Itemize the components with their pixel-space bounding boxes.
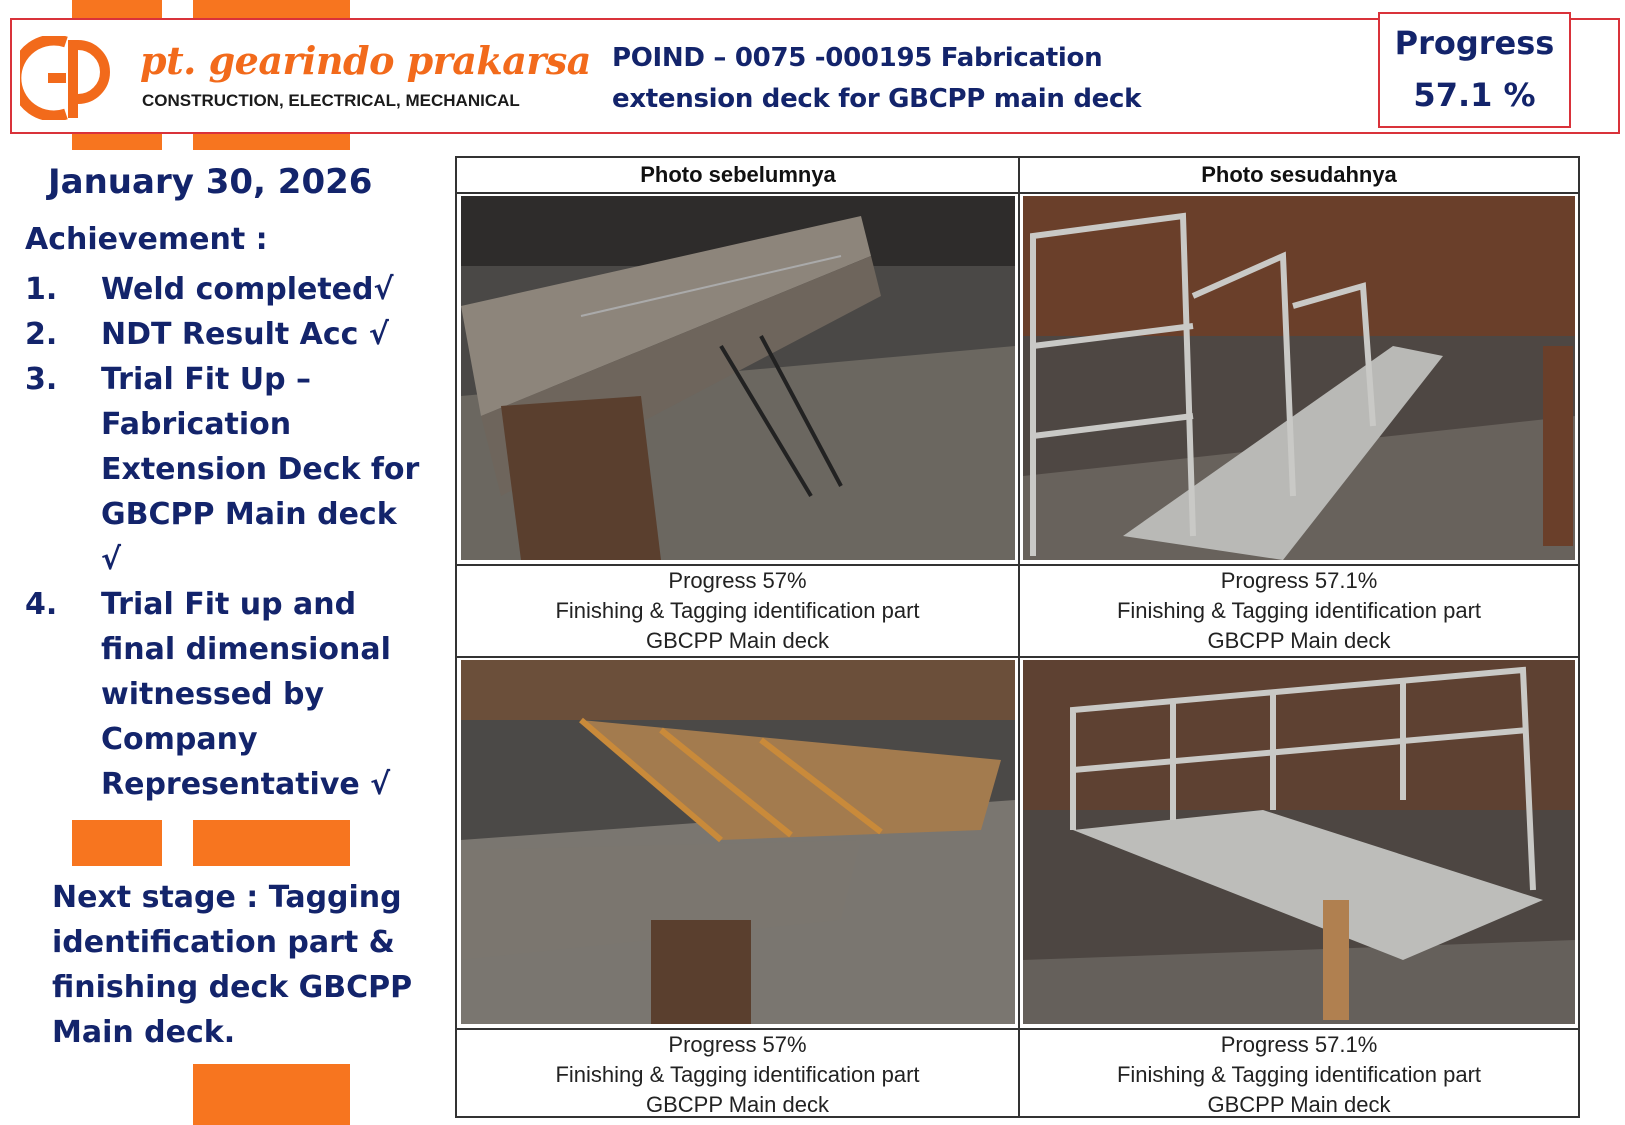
photo-table — [455, 156, 1580, 1118]
progress-label: Progress — [1394, 24, 1555, 62]
list-item — [25, 267, 425, 312]
caption-line: Finishing & Tagging identification part — [555, 1062, 920, 1087]
list-number: 2. — [25, 317, 58, 352]
caption-line: Finishing & Tagging identification part — [555, 598, 920, 623]
caption-line: Progress 57% — [668, 1032, 807, 1057]
photo-before-1 — [461, 196, 1015, 560]
caption-line: GBCPP Main deck — [1207, 1092, 1391, 1117]
project-title — [612, 38, 1312, 120]
list-item — [25, 312, 425, 357]
decor-bar — [193, 1064, 350, 1125]
list-number: 1. — [25, 272, 58, 307]
achievement-list — [25, 267, 425, 807]
photo-after-1 — [1023, 196, 1575, 560]
caption-line: GBCPP Main deck — [645, 628, 829, 653]
list-number: 4. — [25, 587, 58, 622]
company-logo-icon — [20, 36, 116, 120]
achievement-title: Achievement : — [25, 222, 268, 257]
list-text: NDT Result Acc √ — [101, 317, 389, 352]
decor-bar — [193, 820, 350, 866]
next-stage: Next stage : Tagging identification part & finishing deck GBCPP Main deck. — [52, 880, 413, 1050]
divider — [457, 192, 1578, 194]
photo-after-2 — [1023, 660, 1575, 1024]
list-text: Trial Fit Up – Fabrication Extension Deck for GBCPP Main deck √ — [101, 362, 420, 577]
caption-before-2 — [457, 1030, 1018, 1120]
caption-line: Finishing & Tagging identification part — [1116, 1062, 1482, 1087]
report-date: January 30, 2026 — [48, 162, 373, 202]
column-header-after: Photo sesudahnya — [1201, 162, 1397, 187]
caption-line: Finishing & Tagging identification part — [1116, 598, 1482, 623]
photo-before-2 — [461, 660, 1015, 1024]
caption-after-2 — [1020, 1030, 1578, 1120]
list-text: Weld completed√ — [101, 272, 394, 307]
caption-line: GBCPP Main deck — [645, 1092, 829, 1117]
decor-bar — [72, 820, 162, 866]
caption-line: Progress 57.1% — [1220, 568, 1378, 593]
caption-line: GBCPP Main deck — [1207, 628, 1391, 653]
list-number: 3. — [25, 362, 58, 397]
divider — [457, 656, 1578, 658]
progress-value: 57.1 % — [1413, 76, 1536, 114]
caption-line: Progress 57% — [668, 568, 807, 593]
caption-line: Progress 57.1% — [1220, 1032, 1378, 1057]
company-tagline: CONSTRUCTION, ELECTRICAL, MECHANICAL — [142, 91, 520, 110]
company-name: pt. gearindo prakarsa — [140, 38, 591, 83]
caption-after-1 — [1020, 566, 1578, 656]
list-text: Trial Fit up and final dimensional witnessed by Company Representative √ — [101, 587, 391, 802]
caption-before-1 — [457, 566, 1018, 656]
list-item — [25, 582, 425, 807]
column-header-before: Photo sebelumnya — [640, 162, 836, 187]
list-item — [25, 357, 425, 582]
progress-box — [1378, 12, 1571, 128]
project-title-line: POIND – 0075 -000195 Fabrication — [612, 43, 1103, 73]
project-title-line: extension deck for GBCPP main deck — [612, 84, 1142, 114]
